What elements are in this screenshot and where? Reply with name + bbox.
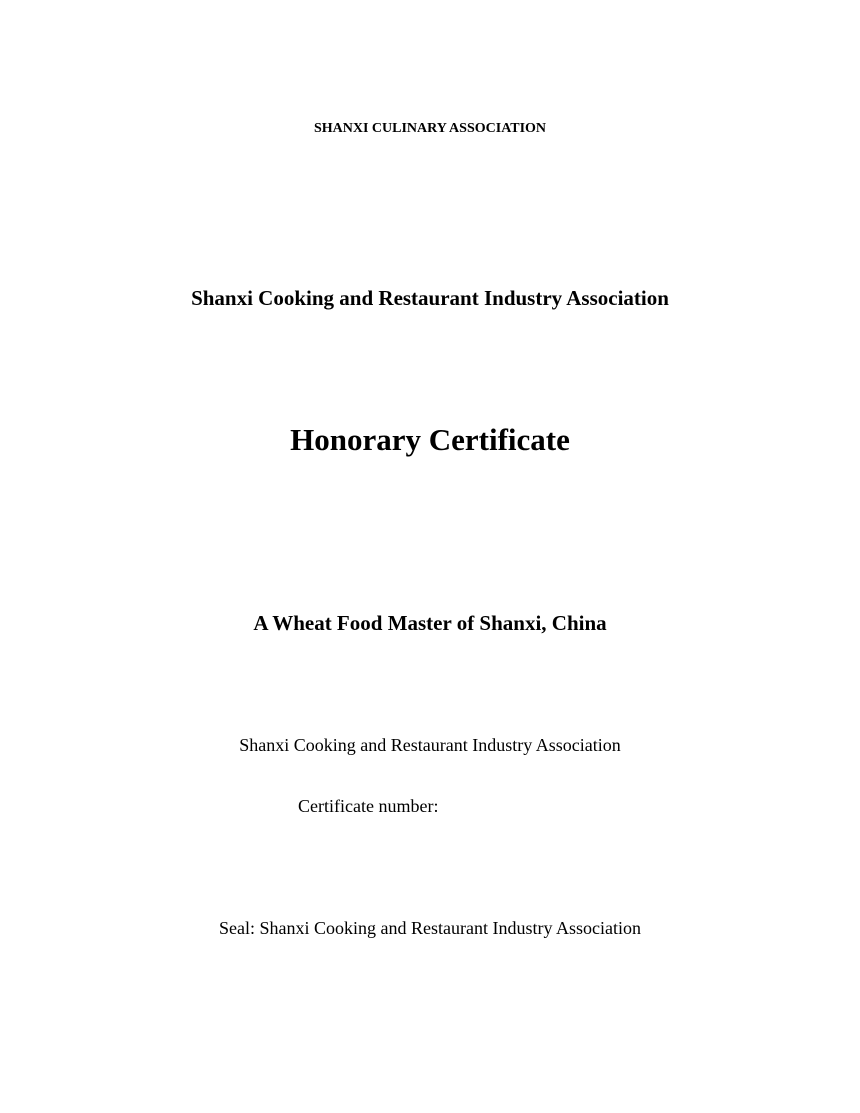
organization-name: Shanxi Cooking and Restaurant Industry Association bbox=[191, 286, 669, 310]
seal-text: Seal: Shanxi Cooking and Restaurant Industry Association bbox=[219, 918, 641, 938]
award-title: A Wheat Food Master of Shanxi, China bbox=[253, 611, 607, 635]
association-header: SHANXI CULINARY ASSOCIATION bbox=[313, 121, 547, 136]
issuer-name: Shanxi Cooking and Restaurant Industry Association bbox=[239, 735, 621, 755]
certificate-title: Honorary Certificate bbox=[290, 422, 570, 457]
certificate-number-label: Certificate number: bbox=[298, 796, 439, 816]
